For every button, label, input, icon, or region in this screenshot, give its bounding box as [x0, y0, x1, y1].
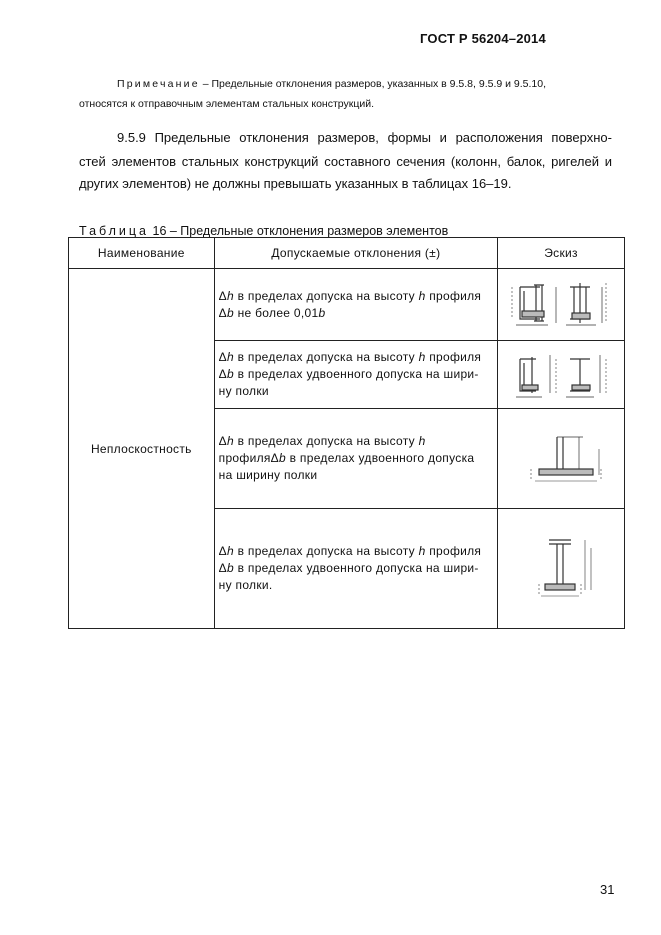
delta-symbol: Δ	[218, 367, 227, 382]
note-text-1: – Предельные отклонения размеров, указанных в 9.5.8, 9.5.9 и 9.5.10,	[199, 78, 547, 90]
var-h: h	[418, 288, 426, 303]
note-line-1	[117, 78, 546, 90]
group-name-cell: Неплоскостность	[69, 269, 215, 629]
table-caption-label: Таблица	[79, 224, 150, 238]
paragraph-line-1: 9.5.9 Предельные отклонения размеров, формы и расположения поверхно-	[117, 130, 612, 145]
delta-symbol: Δ	[218, 288, 227, 303]
var-b: b	[226, 305, 234, 320]
var-h: h	[226, 350, 234, 365]
sketch-cell-3	[498, 409, 625, 508]
delta-symbol: Δ	[218, 543, 227, 558]
sketch-cell-2	[498, 341, 625, 409]
table-row	[69, 269, 625, 341]
header-deviation: Допускаемые отклонения (±)	[214, 238, 497, 269]
var-h: h	[226, 434, 234, 449]
var-b: b	[318, 305, 326, 320]
deviation-text: в пределах удвоенного допуска на шири-	[233, 560, 479, 575]
deviation-text: в пределах удвоенного допуска на шири-	[233, 367, 479, 382]
tee-section-icon	[511, 429, 611, 489]
note-label: Примечание	[117, 78, 200, 90]
var-h: h	[418, 350, 426, 365]
deviation-text: в пределах допуска на высоту	[233, 350, 419, 365]
tolerance-table	[68, 237, 625, 629]
deviation-text: ну полки	[218, 384, 269, 399]
delta-symbol: профиляΔ	[218, 451, 279, 466]
deviation-text: на ширину полки	[218, 468, 318, 483]
deviation-text: профиля	[425, 543, 482, 558]
var-b: b	[226, 560, 234, 575]
deviation-text: в пределах удвоенного допуска	[285, 451, 475, 466]
deviation-cell-4	[214, 508, 497, 628]
page-number: 31	[600, 882, 615, 897]
delta-symbol: Δ	[218, 560, 227, 575]
deviation-text: в пределах допуска на высоту	[233, 434, 419, 449]
header-sketch: Эскиз	[498, 238, 625, 269]
deviation-text: ну полки.	[218, 577, 273, 592]
var-h: h	[418, 434, 426, 449]
document-header: ГОСТ Р 56204–2014	[420, 31, 546, 46]
sketch-cell-1	[498, 269, 625, 341]
paragraph-line-3: других элементов) не должны превышать указанных в таблицах 16–19.	[79, 176, 512, 191]
var-b: b	[226, 367, 234, 382]
double-channel-section-icon	[506, 279, 616, 331]
channel-and-ibeam-section-icon	[506, 349, 616, 401]
deviation-text: не более 0,01	[233, 305, 319, 320]
table-caption	[79, 224, 448, 238]
deviation-text: профиля	[425, 288, 482, 303]
var-h: h	[226, 288, 234, 303]
deviation-cell-3	[214, 409, 497, 508]
deviation-text: в пределах допуска на высоту	[233, 543, 419, 558]
delta-symbol: Δ	[218, 305, 227, 320]
table-caption-text: 16 – Предельные отклонения размеров элементов	[149, 224, 449, 238]
var-h: h	[226, 543, 234, 558]
var-b: b	[279, 451, 286, 466]
ibeam-section-icon	[511, 528, 611, 608]
table-header-row	[69, 238, 625, 269]
note-line-2: относятся к отправочным элементам стальных конструкций.	[79, 98, 374, 110]
delta-symbol: Δ	[218, 350, 227, 365]
deviation-text: профиля	[425, 350, 482, 365]
sketch-cell-4	[498, 508, 625, 628]
delta-symbol: Δ	[218, 434, 227, 449]
deviation-cell-1	[214, 269, 497, 341]
deviation-cell-2	[214, 341, 497, 409]
deviation-text: в пределах допуска на высоту	[233, 288, 419, 303]
var-h: h	[418, 543, 426, 558]
header-name: Наименование	[69, 238, 215, 269]
paragraph-line-2: стей элементов стальных конструкций составного сечения (колонн, балок, ригелей и	[79, 154, 612, 169]
